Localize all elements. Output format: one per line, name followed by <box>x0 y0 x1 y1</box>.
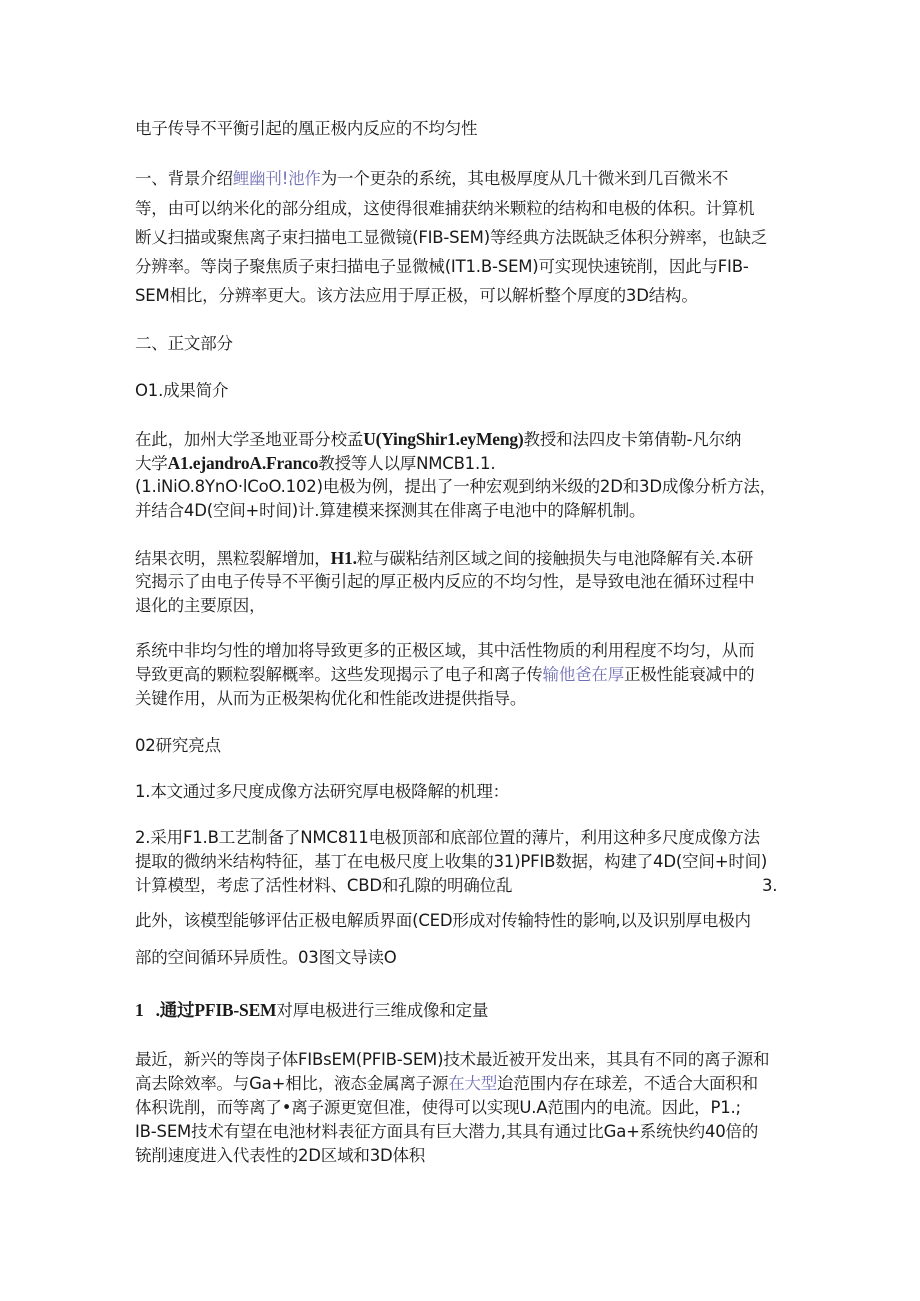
para2-line-1 <box>135 547 753 570</box>
para1-line-4: 并结合4D(空间+时间)计.算建模来探测其在俳离子电池中的降解机制。 <box>135 501 646 520</box>
para1-line-1 <box>135 428 741 451</box>
section1-line-1 <box>135 168 728 190</box>
para2-line-2: 究揭示了由电子传导不平衡引起的厚正极内反应的不均匀性，是导致电池在循环过程中 <box>135 572 755 591</box>
figure-heading-term: PFIB-SEM <box>194 1000 277 1020</box>
section1-heading: 一、背景介绍 <box>135 169 233 188</box>
section1-line-2: 等，由可以纳米化的部分组成，这使得很难捕获纳米颗粒的结构和电极的体积。计算机 <box>135 199 755 218</box>
highlight-item-2-line-3: 计算模型，考虑了活性材料、CBD和孔隙的明确位乱 <box>135 876 513 895</box>
highlight-text: 输他爸在厚 <box>542 665 625 684</box>
figure-heading-text: .通过 <box>155 1000 195 1020</box>
highlight-item-2-line-1: 2.采用F1.B工艺制备了NMC811电极顶部和底部位置的薄片，利用这种多尺度成像方法 <box>135 828 760 847</box>
para2-line-3: 退化的主要原因， <box>135 596 266 615</box>
para3-text: 正极性能衰减中的 <box>624 665 755 684</box>
highlight-item-2-line-2: 提取的微纳米结构特征，基丁在电极尺度上收集的31)PFIB数据，构建了4D(空间+时间) <box>135 852 768 871</box>
para2-text: 结果衣明，黑粒裂解增加， <box>135 549 331 568</box>
highlight-item-3-number: 3. <box>762 876 778 895</box>
author-name: U(YingShir1.eyMeng) <box>363 429 524 449</box>
section1-line-3: 断乂扫描或聚焦离子束扫描电工显微镜(FIB-SEM)等经典方法既缺乏体积分辨率，也缺乏 <box>135 228 768 247</box>
highlight-item-1: 1.本文通过多尺度成像方法研究厚电极降解的机理： <box>135 782 509 801</box>
para4-line-4: IB-SEM技术有望在电池材料表征方面具有巨大潜力,其具有通过比Ga+系统快约40倍的 <box>135 1122 759 1141</box>
para1-text: 教授和法四皮卡第倩勒-凡尔纳 <box>523 430 742 449</box>
para1-line-2 <box>135 452 495 475</box>
highlight-item-3-line-2: 部的空间循环异质性。03图文导读O <box>135 948 397 967</box>
para1-text: 在此，加州大学圣地亚哥分校孟 <box>135 430 364 449</box>
para4-line-5: 铳削速度进入代表性的2D区域和3D体积 <box>135 1146 426 1165</box>
para3-line-2 <box>135 664 754 686</box>
para1-text: 教授等人以厚NMCB1.1. <box>318 454 496 473</box>
highlight-text: 鲤幽刊!池作 <box>232 169 321 188</box>
para4-text: 高去除效率。与Ga+相比，液态金属离子源 <box>135 1074 449 1093</box>
subsection-01-heading: O1.成果简介 <box>135 381 229 400</box>
para4-line-3: 体积诜削，而等离了•离子源更宽但准，使得可以实现U.A范围内的电流。因此，P1.; <box>135 1098 741 1117</box>
document-title: 电子传导不平衡引起的凰正极内反应的不均匀性 <box>135 119 478 138</box>
para4-text: 迨范围内存在球差，不适合大面积和 <box>497 1074 758 1093</box>
section1-line-4: 分辨率。等岗子聚焦质子束扫描电子显微械(IT1.B-SEM)可实现快速铳削，因此与FIB- <box>135 257 749 276</box>
para2-bold-text: H1. <box>330 548 357 568</box>
para4-line-1: 最近，新兴的等岗子体FIBsEM(PFIB-SEM)技术最近被开发出来，其具有不同的离子源和 <box>135 1050 770 1069</box>
para3-line-3: 关键作用，从而为正极架构优化和性能改进提供指导。 <box>135 689 527 708</box>
figure-heading-text: 对厚电极进行三维成像和定量 <box>276 1001 489 1020</box>
highlight-item-3-line-1: 此外，该模型能够评估正极电解质界面(CED形成对传输特性的影响,以及识别厚电极内 <box>135 911 751 930</box>
para2-text: 粒与碳粘结剂区域之间的接触损失与电池降解有关.本研 <box>356 549 753 568</box>
section1-line-5: SEM相比，分辨率更大。该方法应用于厚正极，可以解析整个厚度的3D结构。 <box>135 286 698 305</box>
author-name: A1.ejandroA.Franco <box>167 453 319 473</box>
figure-section-heading <box>135 999 488 1022</box>
para1-line-3: (1.iNiO.8YnO·lCoO.102)电极为例，提出了一种宏观到纳米级的2D和3D成像分析方法， <box>135 477 776 496</box>
para1-text: 大学 <box>135 454 168 473</box>
section2-heading: 二、正文部分 <box>135 334 233 353</box>
highlight-text: 在大型 <box>448 1074 498 1093</box>
para3-text: 导致更高的颗粒裂解概率。这些发现揭示了电子和离子传 <box>135 665 543 684</box>
subsection-02-heading: 02研究亮点 <box>135 736 221 755</box>
para3-line-1: 系统中非均匀性的增加将导致更多的正极区域，其中活性物质的利用程度不均匀，从而 <box>135 641 755 660</box>
para4-line-2 <box>135 1073 758 1095</box>
section1-text: 为一个更杂的系统，其电极厚度从几十微米到几百微米不 <box>320 169 729 188</box>
figure-number: 1 <box>135 1000 144 1020</box>
